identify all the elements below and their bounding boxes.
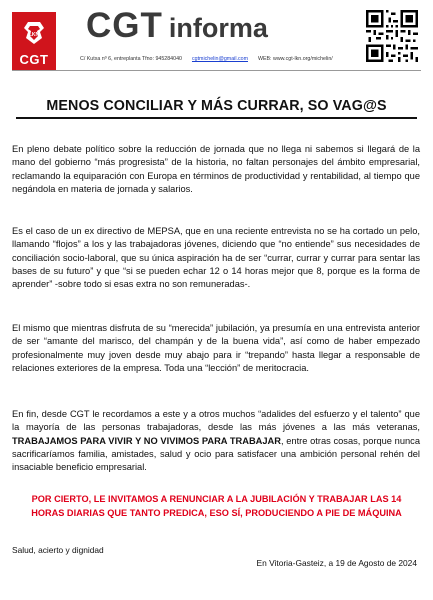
brand-title	[86, 6, 268, 46]
document-title: MENOS CONCILIAR Y MÁS CURRAR, SO VAG@S	[46, 98, 387, 114]
logo-emblem-icon	[18, 18, 50, 48]
place-date: En Vitoria-Gasteiz, a 19 de Agosto de 2024	[256, 558, 417, 568]
paragraph-4-emphasis: TRABAJAMOS PARA VIVIR Y NO VIVIMOS PARA TRABAJAR	[12, 435, 281, 446]
paragraph-4-end: , entre otras cosas, porque nunca sacrificaríamos familia, amistades, salud y ocio para satisfacer una ambición personal rehén del insaciable beneficio empresarial.	[12, 435, 420, 473]
paragraph-4	[12, 408, 420, 474]
paragraph-3: El mismo que mientras disfruta de su “merecida” jubilación, ya presumía en una entrevista anterior de ser “amante del marisco, del champán y de la buena vida”, así como de haber empezado profesionalmente muy joven desde muy abajo para ir “trepando” hasta llegar a responsable de relaciones exteriores de la empresa. Toda una “lección” de meritocracia.	[12, 323, 420, 373]
cgt-logo	[12, 12, 56, 70]
logo-text: CGT	[19, 52, 49, 67]
paragraph-1: En pleno debate político sobre la reducción de jornada que no llega ni sabemos si llegará de la mano del gobierno “más progresista” de la historia, no faltan personajes del ámbito empresarial, reclamando la equiparación con Europa en términos de productividad y rentabilidad, al tiempo que negándola en materia de jornada y salarios.	[12, 144, 420, 194]
web-text: WEB: www.cgt-lkn.org/michelin/	[257, 56, 333, 62]
email-link[interactable]: cgtmichelin@gmail.com	[191, 56, 248, 62]
contact-line	[80, 56, 333, 62]
paragraph-2: Es el caso de un ex directivo de MEPSA, que en una reciente entrevista no se ha cortado un pelo, llamando “flojos” a los y las trabajadoras jóvenes, diciendo que “no entiende” sus necesidades de conciliación socio-laboral, que su única aspiración ha de ser “currar, currar y currar para sentar las bases de su futuro” y que “si se pueden echar 12 o 14 horas mejor que 8, porque es la forma de aprender” -sobre todo si esas extra no son remuneradas-.	[12, 226, 420, 290]
logo-small-text: LKN	[28, 32, 40, 38]
header-divider	[12, 70, 421, 71]
brand-main: CGT	[86, 6, 163, 45]
paragraph-4-intro: En fin, desde CGT le recordamos a este y a otros muchos “adalides del esfuerzo y el talento” que la mayoría de las personas trabajadoras, desde las más jóvenes a las más veteranas,	[12, 409, 420, 433]
brand-sub: informa	[168, 13, 268, 43]
letterhead	[0, 0, 433, 78]
salutation: Salud, acierto y dignidad	[12, 545, 104, 555]
title-underline	[16, 117, 417, 119]
closing-statement: POR CIERTO, LE INVITAMOS A RENUNCIAR A LA JUBILACIÓN Y TRABAJAR LAS 14 HORAS DIARIAS QUE TANTO PREDICA, ESO SÍ, PRODUCIENDO A PIE DE MÁQUINA	[31, 494, 402, 518]
address-text: C/ Kutxa nº 6, entreplanta Tfno: 945284040	[80, 56, 182, 62]
qr-code-icon	[366, 10, 418, 62]
